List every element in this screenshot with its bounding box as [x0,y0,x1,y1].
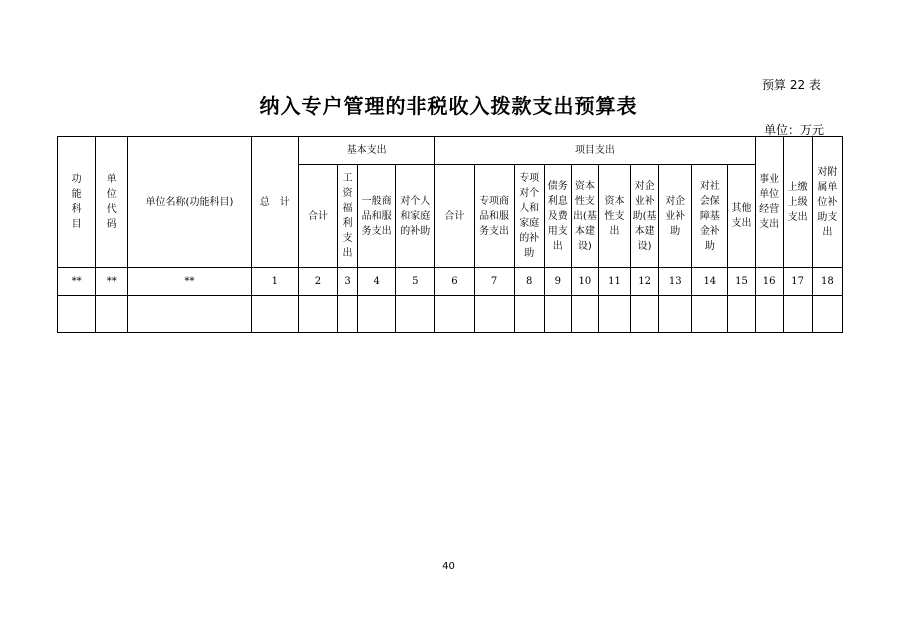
number-cell: ** [58,268,96,296]
blank-cell [514,296,544,333]
number-cell: 13 [659,268,692,296]
blank-cell [783,296,812,333]
blank-cell [96,296,128,333]
header-unit-code: 单位代码 [96,137,128,268]
number-cell: 7 [474,268,514,296]
header-func-subject: 功能科目 [58,137,96,268]
page-title: 纳入专户管理的非税收入拨款支出预算表 [259,94,638,118]
header-basic-goods-services: 一般商品和服务支出 [358,165,396,268]
blank-cell [128,296,251,333]
number-cell: 2 [298,268,337,296]
blank-cell [474,296,514,333]
number-cell: 1 [251,268,298,296]
header-basic-household-subsidy: 对个人和家庭的补助 [396,165,435,268]
number-cell: 18 [812,268,842,296]
number-cell: 17 [783,268,812,296]
page-number: 40 [442,561,455,572]
header-project-capital-construction: 资本性支出(基本建设) [571,165,598,268]
blank-cell [692,296,728,333]
header-project-debt-interest: 债务利息及费用支出 [544,165,571,268]
blank-cell [298,296,337,333]
blank-cell [659,296,692,333]
blank-cell [251,296,298,333]
blank-cell [396,296,435,333]
blank-cell [58,296,96,333]
number-cell: 16 [755,268,783,296]
number-cell: 12 [631,268,659,296]
number-cell: 6 [435,268,474,296]
header-project-expenditure: 项目支出 [435,137,755,165]
blank-cell [358,296,396,333]
header-basic-expenditure: 基本支出 [298,137,434,165]
header-basic-wages: 工资福利支出 [338,165,358,268]
number-cell: ** [96,268,128,296]
number-cell: 9 [544,268,571,296]
header-total: 总 计 [251,137,298,268]
budget-table [57,136,843,333]
header-upper-expenditure: 上缴上级支出 [783,137,812,268]
blank-cell [598,296,630,333]
header-business-expenditure: 事业单位经营支出 [755,137,783,268]
blank-cell [338,296,358,333]
number-cell: ** [128,268,251,296]
header-project-enterprise-subsidy: 对企业补助 [659,165,692,268]
blank-cell [728,296,755,333]
blank-cell [435,296,474,333]
header-project-subtotal: 合计 [435,165,474,268]
header-project-capital: 资本性支出 [598,165,630,268]
number-cell: 5 [396,268,435,296]
header-basic-subtotal: 合计 [298,165,337,268]
header-unit-name: 单位名称(功能科目) [128,137,251,268]
number-cell: 8 [514,268,544,296]
header-project-household-subsidy: 专项对个人和家庭的补助 [514,165,544,268]
header-project-enterprise-construction: 对企业补助(基本建设) [631,165,659,268]
header-project-social-security: 对社会保障基金补助 [692,165,728,268]
blank-cell [812,296,842,333]
blank-cell [631,296,659,333]
blank-cell [755,296,783,333]
unit-label: 单位：万元 [764,123,825,137]
number-cell: 10 [571,268,598,296]
header-project-goods-services: 专项商品和服务支出 [474,165,514,268]
header-project-other: 其他支出 [728,165,755,268]
blank-cell [544,296,571,333]
header-subsidiary-expenditure: 对附属单位补助支出 [812,137,842,268]
number-cell: 15 [728,268,755,296]
number-cell: 11 [598,268,630,296]
number-cell: 3 [338,268,358,296]
form-number: 预算 22 表 [762,78,821,92]
blank-cell [571,296,598,333]
number-cell: 4 [358,268,396,296]
number-cell: 14 [692,268,728,296]
